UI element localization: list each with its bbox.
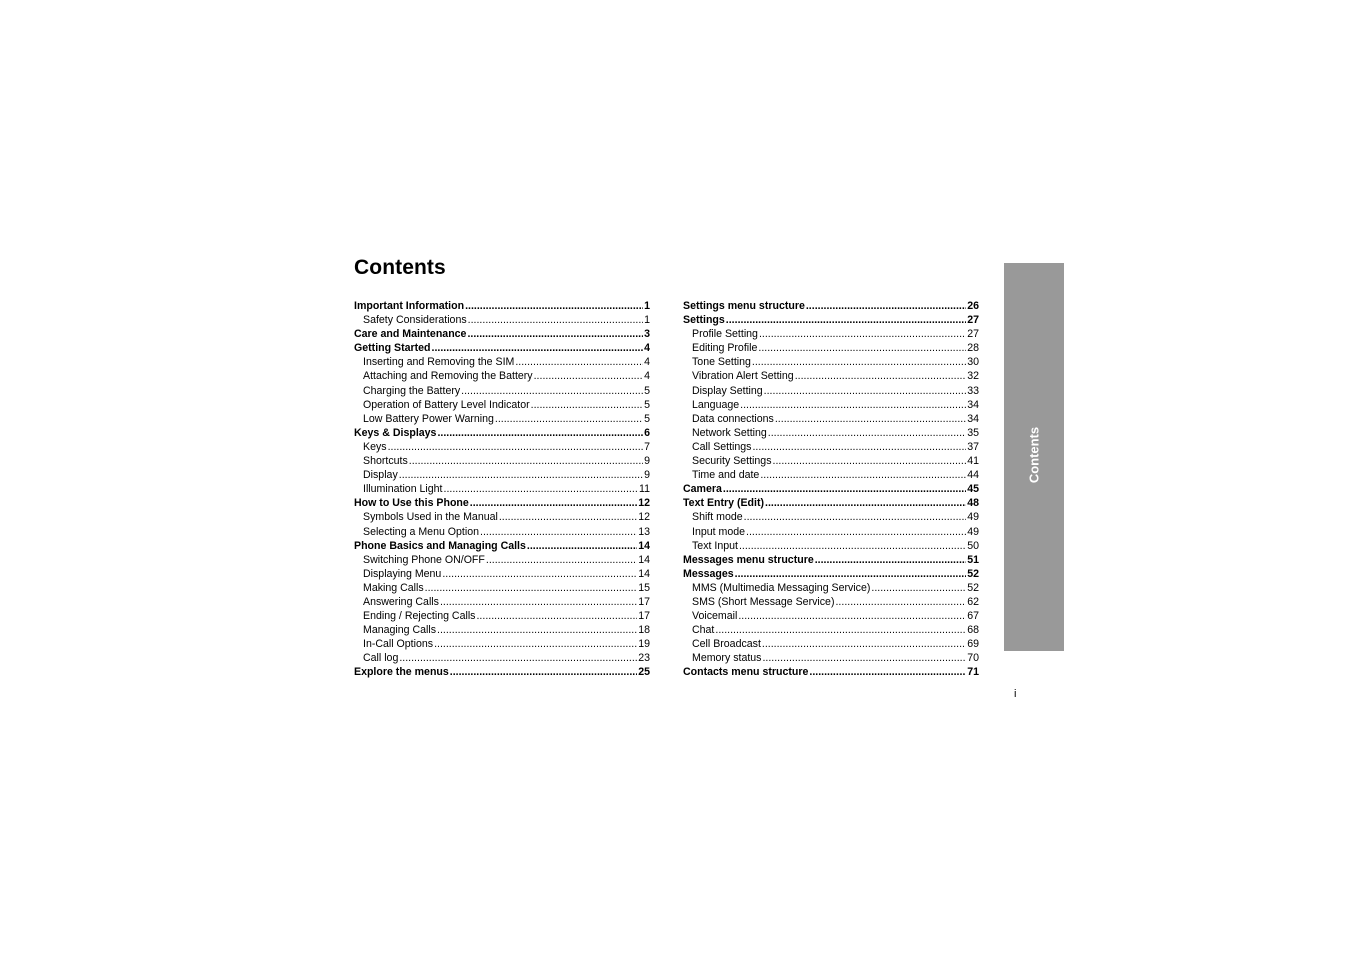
- toc-entry-label: Getting Started: [354, 342, 431, 355]
- toc-entry-label: Answering Calls: [363, 595, 439, 608]
- toc-entry-label: In-Call Options: [363, 638, 434, 651]
- toc-entry-page: 3: [644, 328, 650, 341]
- toc-entry-page: 14: [638, 567, 650, 580]
- toc-entry-label: Operation of Battery Level Indicator: [363, 398, 530, 411]
- toc-dot-leader: [480, 525, 637, 539]
- toc-entry-label: Keys & Displays: [354, 426, 437, 439]
- toc-entry[interactable]: [683, 525, 979, 539]
- toc-entry-page: 70: [967, 652, 979, 665]
- toc-entry-page: 28: [967, 342, 979, 355]
- toc-entry-label: Making Calls: [363, 581, 424, 594]
- toc-entry-page: 51: [967, 553, 979, 566]
- toc-entry-page: 1: [644, 300, 650, 312]
- toc-dot-leader: [752, 440, 966, 454]
- toc-entry[interactable]: [683, 440, 979, 454]
- toc-entry-page: 33: [967, 384, 979, 397]
- toc-entry-page: 30: [967, 356, 979, 369]
- toc-entry-label: Language: [692, 398, 740, 411]
- toc-entry-label: Call log: [363, 652, 399, 665]
- toc-entry-page: 71: [967, 666, 979, 679]
- toc-entry[interactable]: [354, 398, 650, 412]
- toc-entry-label: Low Battery Power Warning: [363, 412, 494, 425]
- toc-dot-leader: [739, 539, 966, 553]
- toc-entry[interactable]: [354, 341, 650, 355]
- toc-entry-label: Display: [363, 469, 398, 482]
- toc-entry-page: 62: [967, 595, 979, 608]
- toc-entry[interactable]: [683, 581, 979, 595]
- toc-entry[interactable]: [683, 468, 979, 482]
- toc-dot-leader: [461, 384, 643, 398]
- toc-entry-label: Messages menu structure: [683, 553, 814, 566]
- toc-entry-page: 41: [967, 455, 979, 468]
- toc-dot-leader: [495, 412, 643, 426]
- toc-entry[interactable]: [354, 384, 650, 398]
- toc-entry-label: Data connections: [692, 412, 774, 425]
- toc-dot-leader: [752, 355, 966, 369]
- toc-dot-leader: [388, 440, 644, 454]
- toc-entry-page: 49: [967, 511, 979, 524]
- toc-entry-page: 26: [967, 300, 979, 312]
- toc-entry-label: Ending / Rejecting Calls: [363, 610, 476, 623]
- toc-dot-leader: [723, 482, 966, 496]
- toc-entry-page: 52: [967, 581, 979, 594]
- toc-dot-leader: [740, 398, 966, 412]
- toc-dot-leader: [467, 327, 643, 341]
- toc-entry-page: 44: [967, 469, 979, 482]
- toc-entry[interactable]: [683, 665, 979, 679]
- toc-entry[interactable]: [683, 369, 979, 383]
- toc-entry-label: Text Input: [692, 539, 738, 552]
- toc-entry[interactable]: [354, 412, 650, 426]
- toc-dot-leader: [476, 609, 637, 623]
- toc-entry[interactable]: [683, 384, 979, 398]
- toc-entry-page: 25: [638, 666, 650, 679]
- toc-entry[interactable]: [354, 440, 650, 454]
- toc-dot-leader: [444, 482, 639, 496]
- toc-entry-page: 67: [967, 610, 979, 623]
- toc-entry-page: 68: [967, 624, 979, 637]
- toc-entry-label: Care and Maintenance: [354, 328, 467, 341]
- toc-entry-label: Tone Setting: [692, 356, 751, 369]
- toc-entry[interactable]: [683, 341, 979, 355]
- toc-entry-page: 12: [638, 497, 650, 510]
- toc-entry-label: SMS (Short Message Service): [692, 595, 835, 608]
- toc-entry-label: Explore the menus: [354, 666, 449, 679]
- toc-entry-label: Safety Considerations: [363, 314, 467, 327]
- toc-entry[interactable]: [354, 623, 650, 637]
- toc-entry[interactable]: [354, 637, 650, 651]
- toc-entry-page: 69: [967, 638, 979, 651]
- toc-dot-leader: [835, 595, 966, 609]
- toc-entry-page: 6: [644, 426, 650, 439]
- toc-dot-leader: [735, 567, 967, 581]
- toc-entry[interactable]: [354, 369, 650, 383]
- toc-entry-page: 17: [638, 610, 650, 623]
- toc-entry-page: 14: [638, 539, 650, 552]
- toc-entry-page: 13: [638, 525, 650, 538]
- toc-entry[interactable]: [683, 651, 979, 665]
- toc-entry[interactable]: [683, 355, 979, 369]
- toc-dot-leader: [531, 398, 643, 412]
- toc-entry-page: 35: [967, 426, 979, 439]
- toc-dot-leader: [470, 496, 637, 510]
- toc-entry-label: Cell Broadcast: [692, 638, 761, 651]
- toc-column-left: [354, 299, 650, 680]
- toc-entry[interactable]: [683, 567, 979, 581]
- toc-entry-page: 15: [638, 581, 650, 594]
- toc-entry-label: Camera: [683, 483, 722, 496]
- toc-entry[interactable]: [354, 609, 650, 623]
- toc-dot-leader: [744, 510, 967, 524]
- toc-entry[interactable]: [683, 553, 979, 567]
- toc-entry-page: 50: [967, 539, 979, 552]
- toc-entry[interactable]: [683, 412, 979, 426]
- toc-dot-leader: [499, 510, 637, 524]
- toc-dot-leader: [715, 623, 966, 637]
- toc-dot-leader: [534, 369, 643, 383]
- toc-dot-leader: [795, 369, 967, 383]
- toc-entry[interactable]: [683, 539, 979, 553]
- toc-entry-page: 37: [967, 440, 979, 453]
- toc-entry-page: 4: [644, 356, 650, 369]
- toc-entry[interactable]: [354, 482, 650, 496]
- toc-dot-leader: [806, 299, 966, 313]
- toc-dot-leader: [425, 581, 638, 595]
- toc-dot-leader: [871, 581, 966, 595]
- toc-entry[interactable]: [354, 454, 650, 468]
- toc-entry-label: Symbols Used in the Manual: [363, 511, 498, 524]
- toc-entry-page: 14: [638, 553, 650, 566]
- toc-entry[interactable]: [354, 525, 650, 539]
- toc-entry-page: 1: [644, 314, 650, 327]
- toc-dot-leader: [437, 426, 643, 440]
- toc-dot-leader: [760, 468, 966, 482]
- toc-dot-leader: [465, 299, 643, 313]
- toc-entry-page: 18: [638, 624, 650, 637]
- toc-dot-leader: [765, 496, 966, 510]
- toc-column-right: [683, 299, 979, 680]
- toc-entry-label: Shift mode: [692, 511, 743, 524]
- toc-entry[interactable]: [683, 510, 979, 524]
- toc-dot-leader: [762, 651, 966, 665]
- toc-entry-page: 34: [967, 412, 979, 425]
- toc-entry-page: 5: [644, 398, 650, 411]
- toc-dot-leader: [442, 567, 637, 581]
- toc-entry[interactable]: [354, 539, 650, 553]
- toc-entry-page: 19: [638, 638, 650, 651]
- toc-entry-page: 27: [967, 328, 979, 341]
- toc-entry[interactable]: [354, 468, 650, 482]
- toc-entry-label: Display Setting: [692, 384, 763, 397]
- toc-entry[interactable]: [683, 398, 979, 412]
- toc-entry-page: 17: [638, 595, 650, 608]
- toc-entry-page: 9: [644, 455, 650, 468]
- toc-entry-page: 23: [638, 652, 650, 665]
- toc-dot-leader: [440, 595, 637, 609]
- toc-entry-page: 27: [967, 314, 979, 327]
- toc-dot-leader: [527, 539, 637, 553]
- toc-dot-leader: [515, 355, 643, 369]
- toc-entry-label: Editing Profile: [692, 342, 758, 355]
- page-title: Contents: [354, 256, 446, 279]
- toc-entry-label: Attaching and Removing the Battery: [363, 370, 533, 383]
- toc-entry-label: Messages: [683, 567, 734, 580]
- toc-entry-label: Inserting and Removing the SIM: [363, 356, 515, 369]
- toc-entry-label: MMS (Multimedia Messaging Service): [692, 581, 871, 594]
- toc-entry-label: Security Settings: [692, 455, 772, 468]
- toc-entry[interactable]: [683, 609, 979, 623]
- toc-entry-label: Managing Calls: [363, 624, 437, 637]
- side-tab-label: Contents: [1026, 426, 1042, 484]
- toc-entry-page: 45: [967, 483, 979, 496]
- toc-dot-leader: [432, 341, 644, 355]
- toc-entry-page: 12: [638, 511, 650, 524]
- toc-entry[interactable]: [354, 665, 650, 679]
- toc-entry[interactable]: [683, 454, 979, 468]
- toc-entry-label: Switching Phone ON/OFF: [363, 553, 485, 566]
- side-tab: [1004, 263, 1064, 651]
- toc-entry[interactable]: [354, 355, 650, 369]
- toc-dot-leader: [809, 665, 966, 679]
- toc-entry-page: 49: [967, 525, 979, 538]
- toc-entry-label: Input mode: [692, 525, 746, 538]
- toc-dot-leader: [450, 665, 637, 679]
- toc-dot-leader: [434, 637, 637, 651]
- toc-entry[interactable]: [683, 299, 979, 313]
- toc-dot-leader: [468, 313, 643, 327]
- toc-entry-label: Charging the Battery: [363, 384, 461, 397]
- toc-entry[interactable]: [683, 496, 979, 510]
- toc-entry[interactable]: [683, 426, 979, 440]
- toc-dot-leader: [409, 454, 643, 468]
- toc-dot-leader: [746, 525, 966, 539]
- toc-entry-page: 32: [967, 370, 979, 383]
- toc-entry[interactable]: [354, 313, 650, 327]
- toc-entry-page: 9: [644, 469, 650, 482]
- toc-entry-label: Displaying Menu: [363, 567, 442, 580]
- toc-dot-leader: [762, 637, 966, 651]
- toc-dot-leader: [726, 313, 966, 327]
- toc-entry[interactable]: [683, 623, 979, 637]
- toc-entry[interactable]: [683, 482, 979, 496]
- toc-entry-page: 34: [967, 398, 979, 411]
- toc-entry-label: How to Use this Phone: [354, 497, 469, 510]
- toc-dot-leader: [738, 609, 966, 623]
- toc-dot-leader: [768, 426, 966, 440]
- toc-entry-page: 11: [639, 483, 650, 496]
- toc-entry-label: Illumination Light: [363, 483, 443, 496]
- toc-entry[interactable]: [683, 327, 979, 341]
- toc-entry-label: Settings menu structure: [683, 300, 805, 312]
- toc-dot-leader: [764, 384, 967, 398]
- toc-entry[interactable]: [683, 637, 979, 651]
- toc-entry-label: Keys: [363, 440, 387, 453]
- toc-entry-label: Selecting a Menu Option: [363, 525, 480, 538]
- toc-dot-leader: [773, 454, 967, 468]
- toc-entry-page: 7: [644, 440, 650, 453]
- toc-dot-leader: [758, 341, 966, 355]
- toc-entry-label: Chat: [692, 624, 715, 637]
- toc-entry-page: 5: [644, 412, 650, 425]
- toc-entry-label: Important Information: [354, 300, 465, 312]
- toc-entry-label: Profile Setting: [692, 328, 758, 341]
- toc-entry-label: Settings: [683, 314, 725, 327]
- toc-entry-label: Call Settings: [692, 440, 752, 453]
- toc-entry[interactable]: [683, 313, 979, 327]
- toc-entry-label: Vibration Alert Setting: [692, 370, 794, 383]
- toc-entry-page: 4: [644, 370, 650, 383]
- toc-entry[interactable]: [354, 299, 650, 313]
- toc-dot-leader: [437, 623, 637, 637]
- toc-dot-leader: [399, 651, 637, 665]
- toc-entry-label: Shortcuts: [363, 455, 408, 468]
- toc-entry-label: Contacts menu structure: [683, 666, 809, 679]
- toc-entry-page: 52: [967, 567, 979, 580]
- toc-entry[interactable]: [354, 553, 650, 567]
- toc-entry-label: Network Setting: [692, 426, 767, 439]
- toc-entry[interactable]: [354, 581, 650, 595]
- toc-entry[interactable]: [354, 496, 650, 510]
- toc-entry[interactable]: [354, 567, 650, 581]
- toc-dot-leader: [759, 327, 966, 341]
- toc-entry[interactable]: [354, 510, 650, 524]
- toc-dot-leader: [815, 553, 966, 567]
- toc-dot-leader: [775, 412, 966, 426]
- toc-entry-label: Text Entry (Edit): [683, 497, 765, 510]
- toc-dot-leader: [399, 468, 643, 482]
- toc-entry[interactable]: [354, 327, 650, 341]
- toc-entry[interactable]: [354, 651, 650, 665]
- toc-entry-page: 5: [644, 384, 650, 397]
- toc-entry-page: 4: [644, 342, 650, 355]
- toc-entry-page: 48: [967, 497, 979, 510]
- toc-entry-label: Time and date: [692, 469, 760, 482]
- page-number: i: [1014, 688, 1017, 700]
- toc-entry[interactable]: [683, 595, 979, 609]
- toc-entry-label: Phone Basics and Managing Calls: [354, 539, 526, 552]
- toc-entry[interactable]: [354, 595, 650, 609]
- toc-entry-label: Memory status: [692, 652, 762, 665]
- toc-entry-label: Voicemail: [692, 610, 738, 623]
- toc-entry[interactable]: [354, 426, 650, 440]
- toc-dot-leader: [486, 553, 637, 567]
